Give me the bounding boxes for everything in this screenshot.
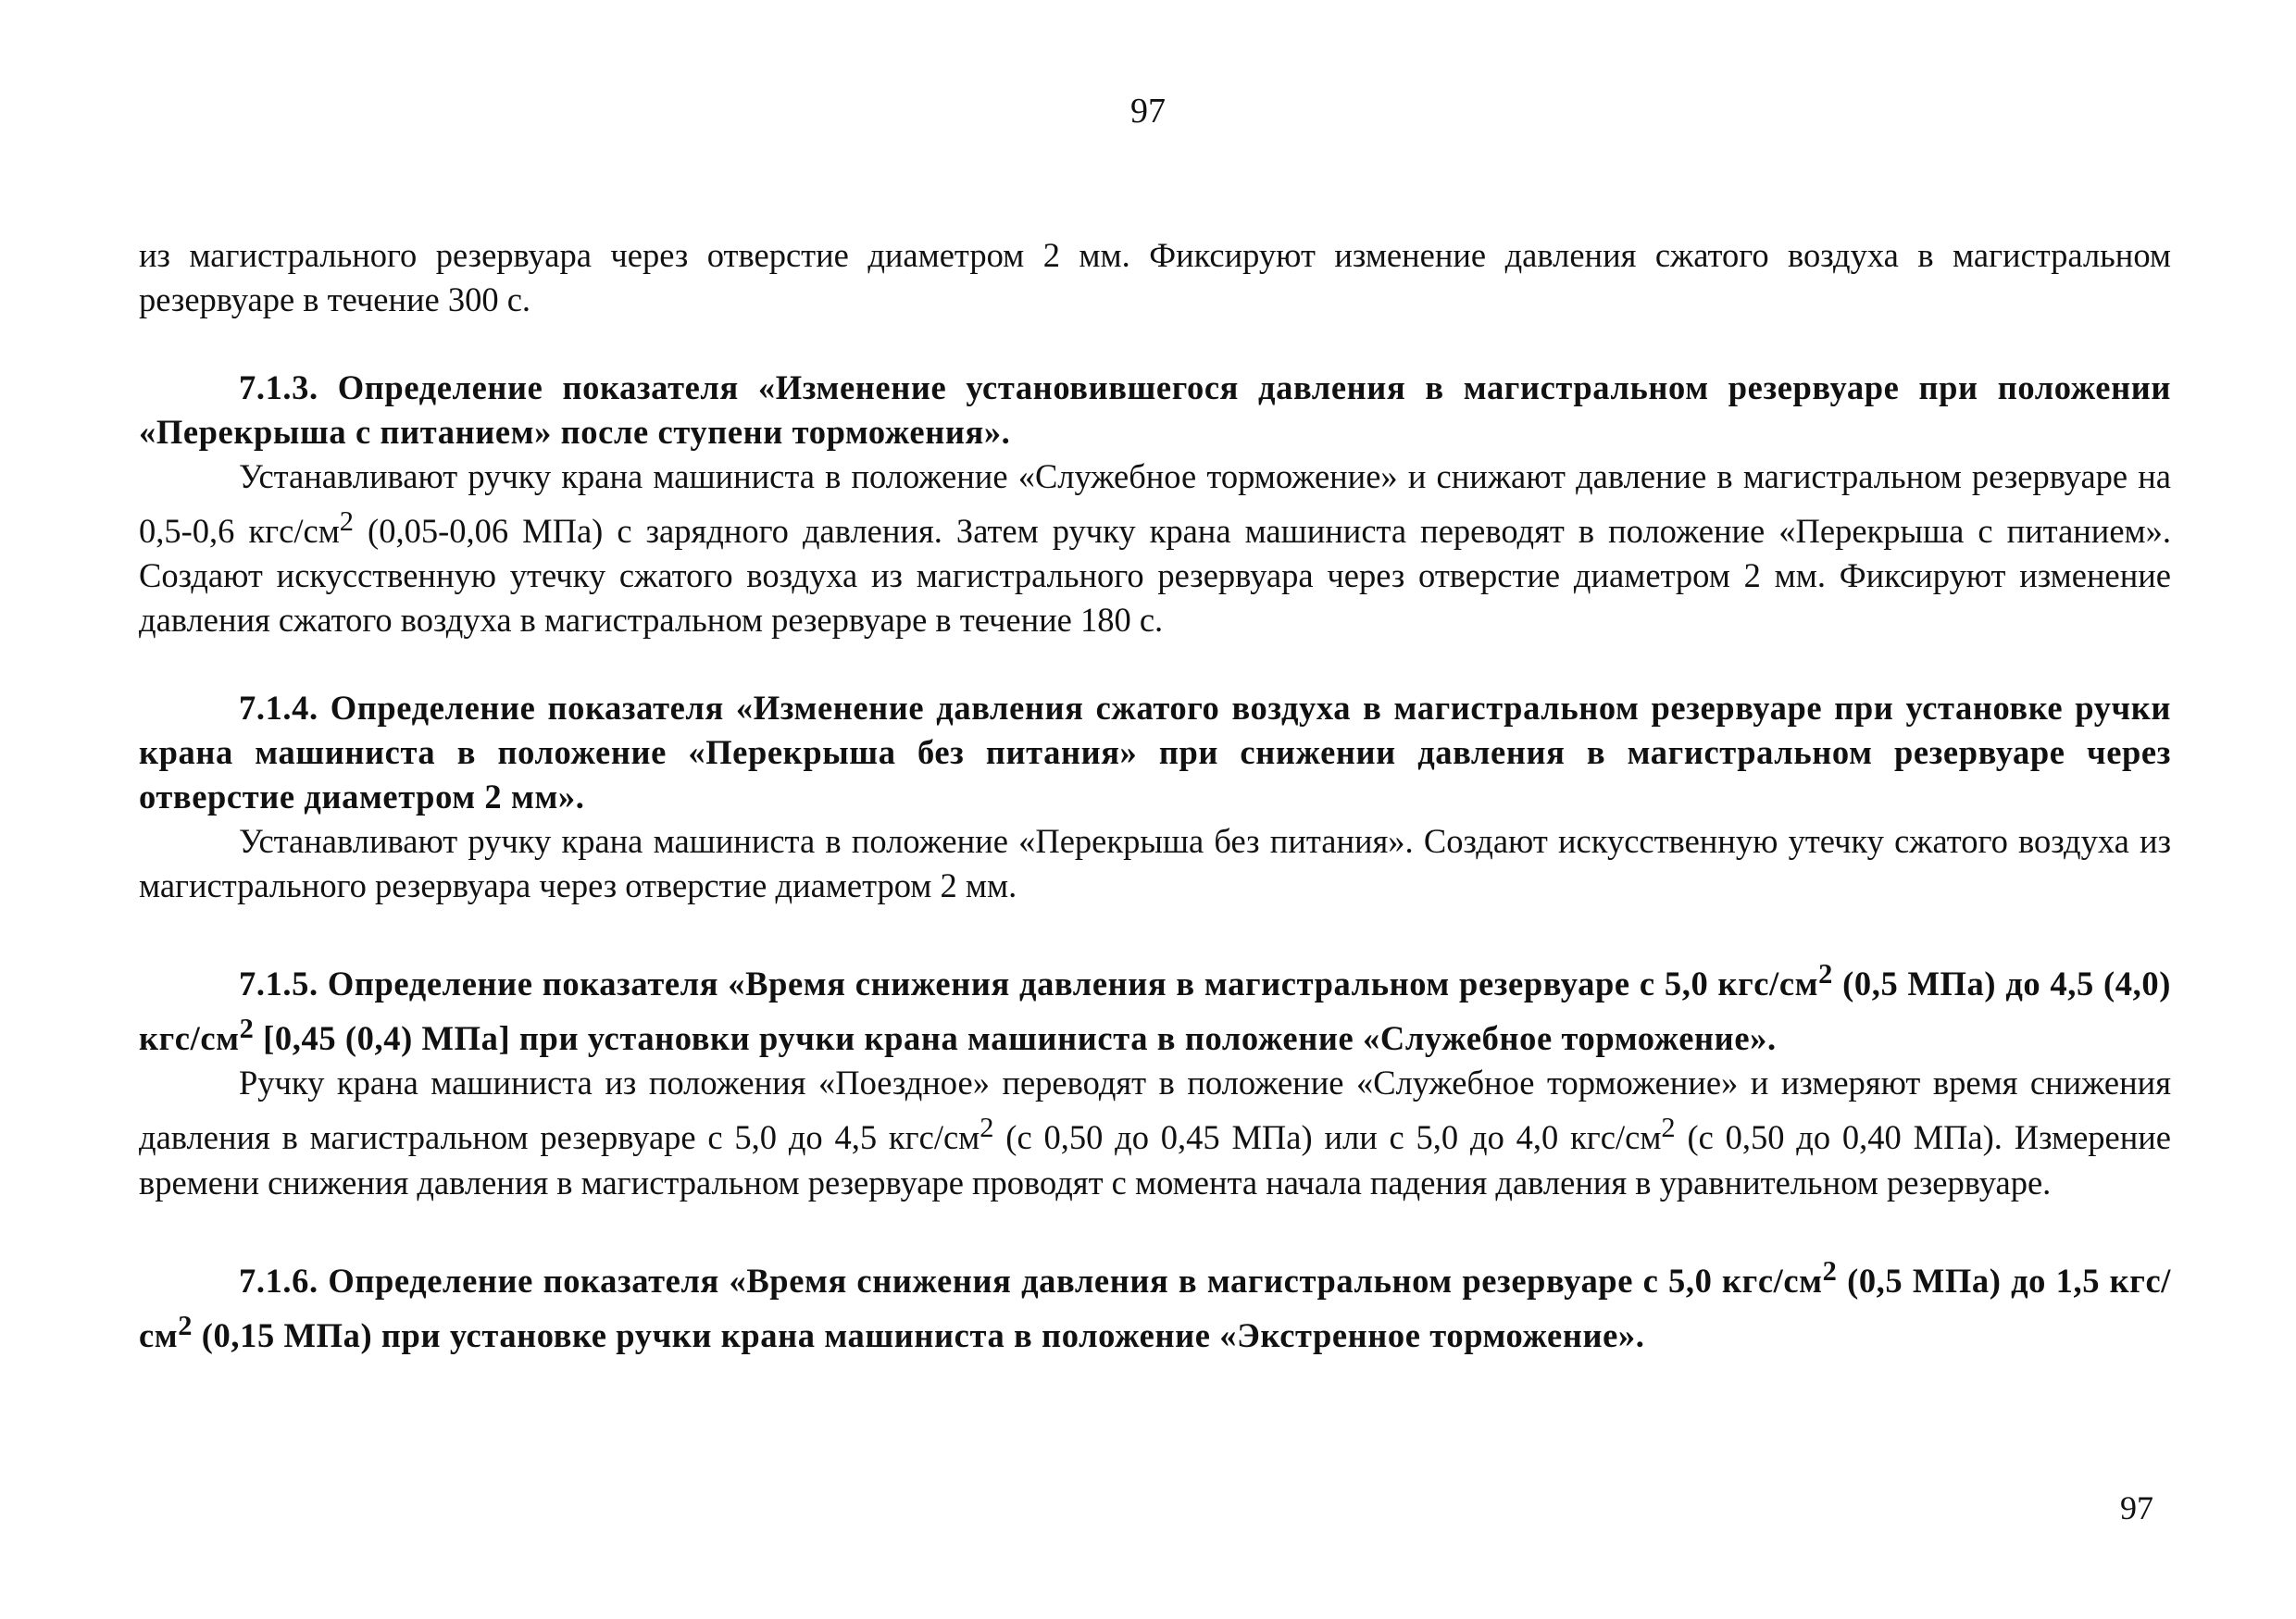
text-run: [0,45 (0,4) МПа] при установки ручки крана машиниста в положение «Служебное торможение». bbox=[254, 1019, 1777, 1058]
section-7-1-5-text bbox=[139, 1061, 2171, 1204]
superscript: 2 bbox=[980, 1112, 994, 1144]
section-7-1-5-heading bbox=[139, 952, 2171, 1061]
superscript: 2 bbox=[1661, 1112, 1676, 1144]
section-7-1-4-text: Устанавливают ручку крана машиниста в положение «Перекрыша без питания». Создают искусственную утечку сжатого воздуха из магистрального резервуара через отверстие диаметром 2 мм. bbox=[139, 822, 2171, 905]
text-run: Ручку крана машиниста из положения «Поездное» переводят в положение «Служебное торможение» и измеряют время снижения давления в магистральном резервуаре с 5,0 до 4,5 кгс/см bbox=[139, 1064, 2171, 1157]
text-run: (с 0,50 до 0,45 МПа) или с 5,0 до 4,0 кгс/см bbox=[993, 1118, 1662, 1157]
document-body bbox=[139, 233, 2171, 1358]
section-7-1-3-heading: 7.1.3. Определение показателя «Изменение установившегося давления в магистральном резервуаре при положении «Перекрыша с питанием» после ступени торможения». bbox=[139, 368, 2171, 451]
page-number-bottom: 97 bbox=[2120, 1489, 2153, 1526]
text-run: (0,05-0,06 МПа) с зарядного давления. Затем ручку крана машиниста переводят в положение «Перекрыша с питанием». Создают искусственную утечку сжатого воздуха из магистрального резервуара через отверстие диаметром 2 мм. Фиксируют изменение давления сжатого воздуха в магистральном резервуаре в течение 180 с. bbox=[139, 512, 2172, 640]
superscript: 2 bbox=[1822, 1254, 1838, 1287]
text-run: (0,5 МПа) до 4,5 (4,0) кгс/см bbox=[139, 965, 2171, 1058]
text-run: Устанавливают ручку крана машиниста в положение «Служебное торможение» и снижают давление в магистральном резервуаре на 0,5-0,6 кгс/см bbox=[139, 457, 2171, 551]
text-run: (0,15 МПа) при установке ручки крана машиниста в положение «Экстренное торможение». bbox=[193, 1315, 1645, 1354]
text-run: (с 0,50 до 0,40 МПа). Измерение времени снижения давления в магистральном резервуаре проводят с момента начала падения давления в уравнительном резервуаре. bbox=[139, 1118, 2171, 1202]
text-run: 7.1.6. Определение показателя «Время снижения давления в магистральном резервуаре с 5,0 кгс/см bbox=[239, 1261, 1823, 1300]
paragraph-continuation: из магистрального резервуара через отверстие диаметром 2 мм. Фиксируют изменение давления сжатого воздуха в магистральном резервуаре в течение 300 с. bbox=[139, 236, 2171, 318]
section-7-1-6-heading bbox=[139, 1249, 2171, 1358]
text-run: 7.1.5. Определение показателя «Время снижения давления в магистральном резервуаре с 5,0 кгс/см bbox=[239, 965, 1819, 1003]
superscript: 2 bbox=[178, 1309, 193, 1341]
page-number-top: 97 bbox=[1130, 92, 1166, 131]
section-7-1-3-text bbox=[139, 455, 2171, 642]
superscript: 2 bbox=[339, 505, 354, 537]
superscript: 2 bbox=[239, 1013, 255, 1045]
section-7-1-4-heading: 7.1.4. Определение показателя «Изменение давления сжатого воздуха в магистральном резервуаре при установке ручки крана машиниста в положение «Перекрыша без питания» при снижении давления в магистральном резервуаре через отверстие диаметром 2 мм». bbox=[139, 689, 2171, 816]
text-run: (0,5 МПа) до 1,5 кгс/см bbox=[139, 1261, 2171, 1354]
superscript: 2 bbox=[1818, 958, 1833, 990]
